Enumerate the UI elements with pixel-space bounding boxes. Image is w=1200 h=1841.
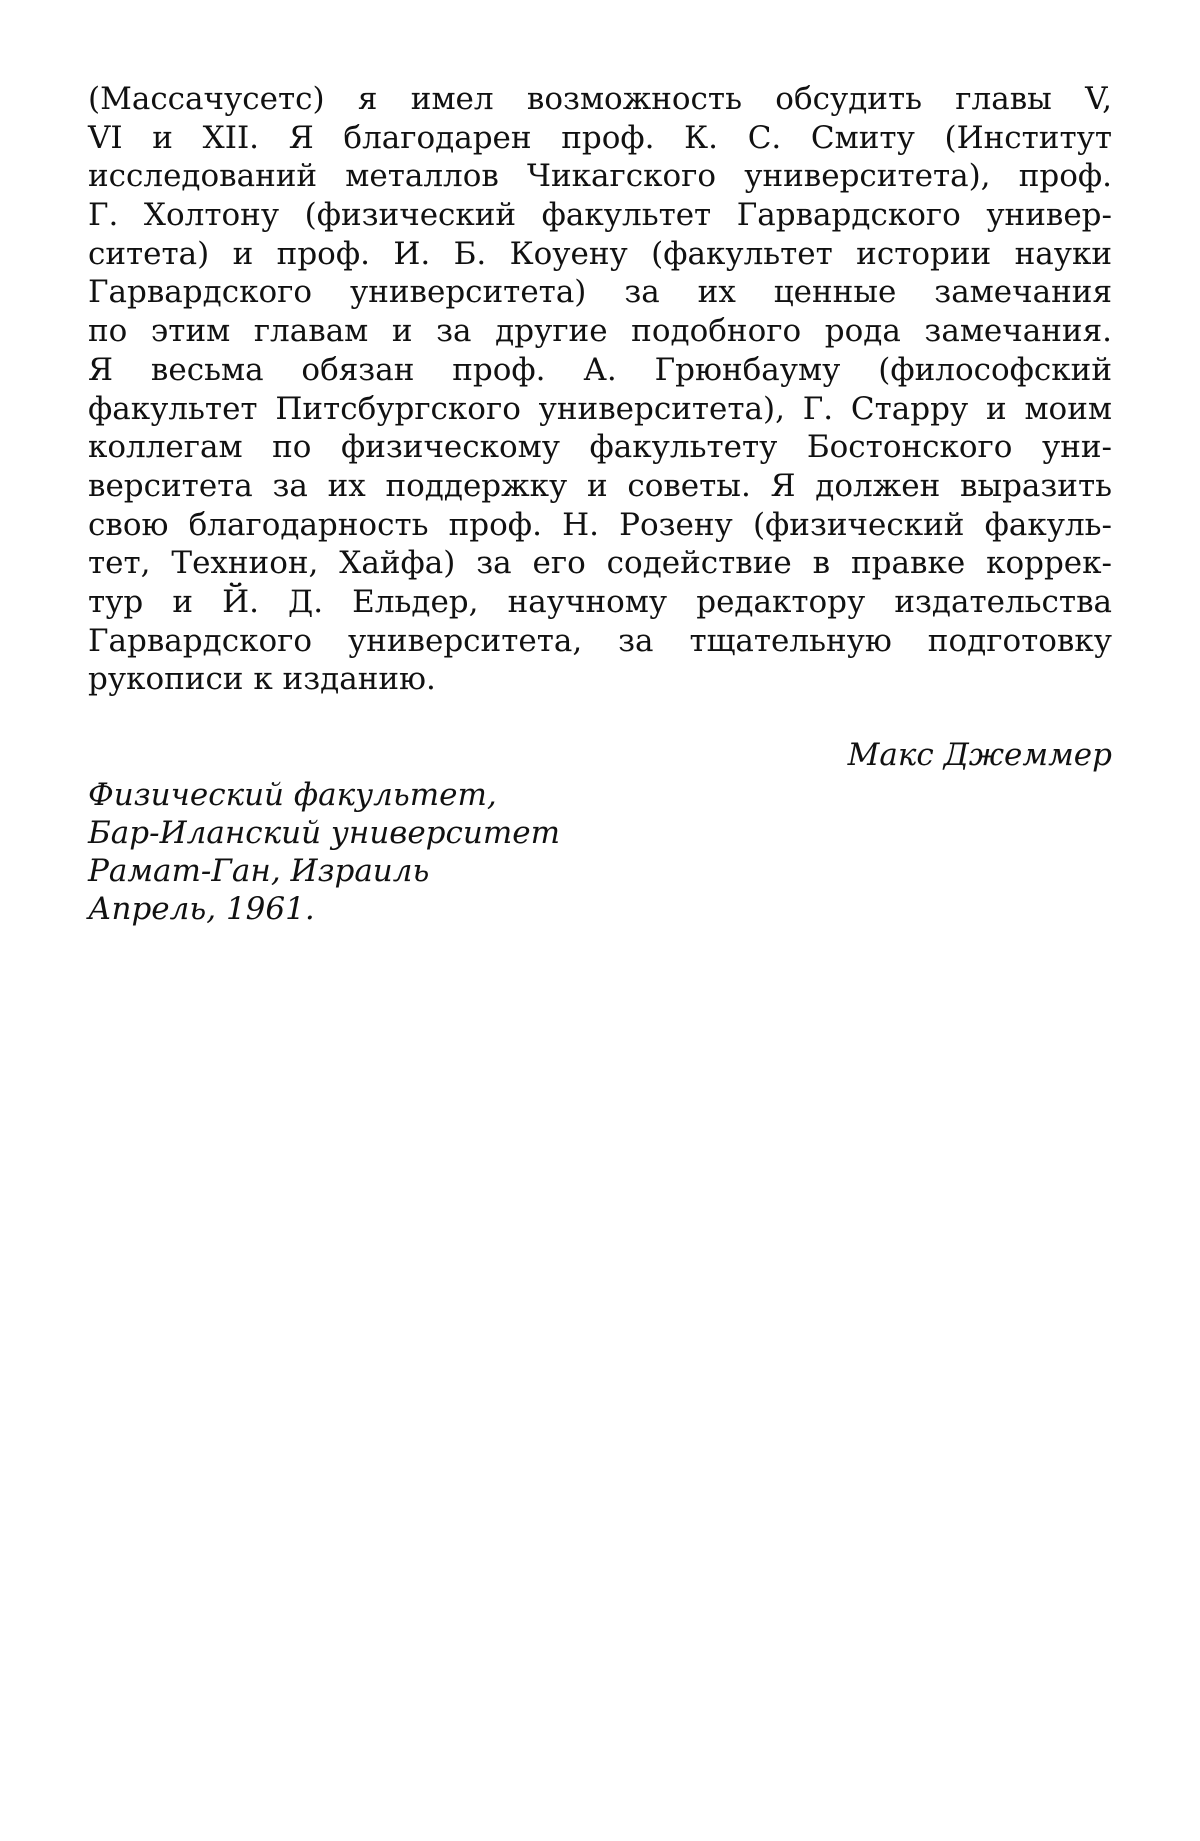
paragraph-line: верситета за их поддержку и советы. Я должен выразить bbox=[88, 467, 1112, 504]
paragraph-line: рукописи к изданию. bbox=[88, 661, 436, 698]
paragraph-line: тур и Й. Д. Ельдер, научному редактору издательства bbox=[88, 583, 1112, 620]
author-signature: Макс Джеммер bbox=[847, 737, 1112, 773]
affiliation-line: Рамат-Ган, Израиль bbox=[88, 853, 430, 889]
paragraph-line: коллегам по физическому факультету Бостонского уни- bbox=[88, 429, 1112, 466]
paragraph-line: VI и XII. Я благодарен проф. К. С. Смиту (Институт bbox=[88, 119, 1112, 156]
paragraph-line: Я весьма обязан проф. А. Грюнбауму (философский bbox=[88, 351, 1112, 388]
acknowledgements-paragraph bbox=[88, 80, 1112, 699]
paragraph-line: факультет Питсбургского университета), Г. Старру и моим bbox=[88, 390, 1112, 427]
paragraph-line: по этим главам и за другие подобного рода замечания. bbox=[88, 313, 1112, 350]
paragraph-line: (Массачусетс) я имел возможность обсудить главы V, bbox=[88, 81, 1112, 117]
affiliation-line: Апрель, 1961. bbox=[88, 891, 315, 927]
paragraph-line: Гарвардского университета) за их ценные замечания bbox=[88, 274, 1112, 311]
affiliation-line: Бар-Иланский университет bbox=[88, 815, 560, 851]
paragraph-line: свою благодарность проф. Н. Розену (физический факуль- bbox=[88, 506, 1112, 543]
paragraph-line: Г. Холтону (физический факультет Гарвардского универ- bbox=[88, 197, 1112, 234]
paragraph-line: Гарвардского университета, за тщательную подготовку bbox=[88, 622, 1112, 659]
author-affiliation bbox=[88, 776, 560, 928]
paragraph-line: исследований металлов Чикагского университета), проф. bbox=[88, 158, 1112, 195]
affiliation-line: Физический факультет, bbox=[88, 777, 497, 813]
paragraph-line: ситета) и проф. И. Б. Коуену (факультет истории науки bbox=[88, 235, 1112, 272]
paragraph-line: тет, Технион, Хайфа) за его содействие в правке коррек- bbox=[88, 545, 1112, 582]
